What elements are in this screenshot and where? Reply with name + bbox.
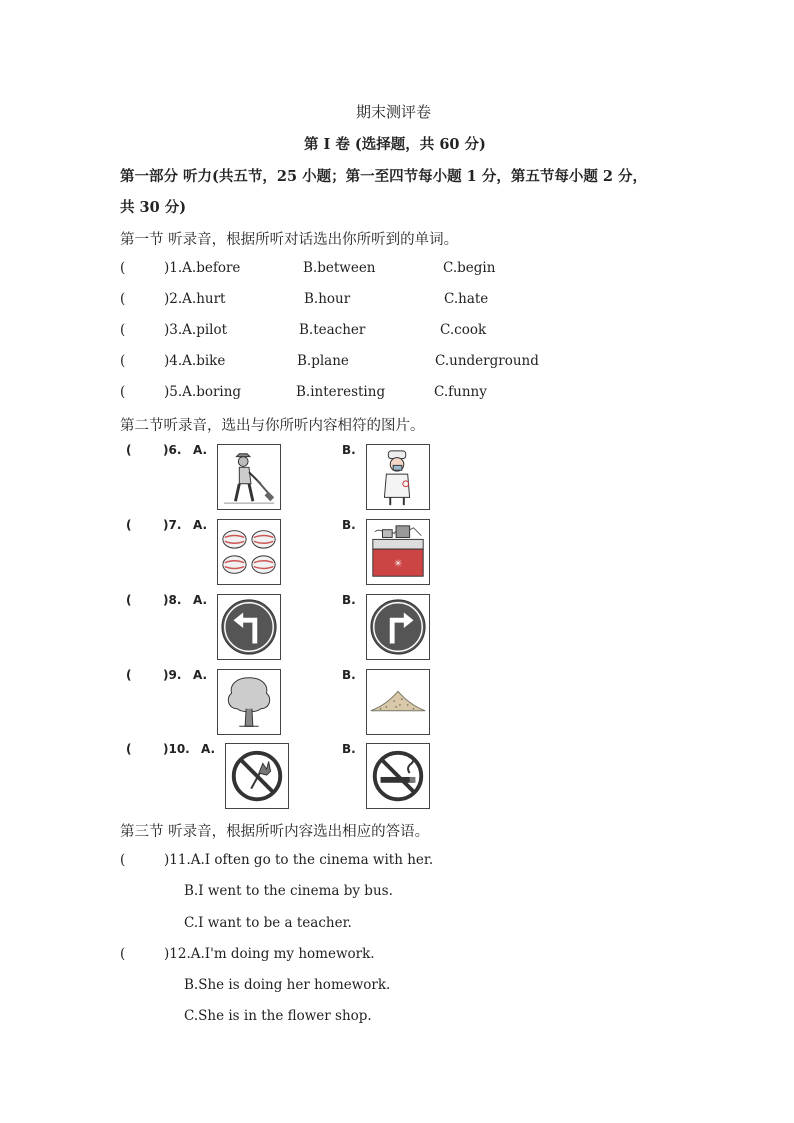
question-option-c: C.I want to be a teacher. [184,915,352,931]
question-option-b: B.I went to the cinema by bus. [184,883,393,899]
option-a-label: A. [193,593,208,607]
answer-paren[interactable]: ( [120,291,126,307]
question-option-c: C.hate [444,291,489,307]
question-option-a: )12.A.I'm doing my homework. [164,946,375,962]
question-option-a: )1.A.before [164,260,241,276]
svg-text:✳: ✳ [393,558,403,570]
part1-heading-line1: 第一部分 听力(共五节，25 小题；第一至四节每小题 1 分，第五节每小题 2 分， [120,168,648,185]
question-option-b: B.plane [297,353,349,369]
part1-heading-line2: 共 30 分) [120,199,187,216]
sand-pile-icon[interactable] [366,669,430,735]
question-option-a: )2.A.hurt [164,291,226,307]
question-option-c: C.She is in the flower shop. [184,1008,372,1024]
section2-heading: 第二节听录音，选出与你所听内容相符的图片。 [120,418,425,434]
question-number: )8. [163,593,182,607]
question-option-c: C.funny [434,384,487,400]
no-fire-sign-icon[interactable] [225,743,289,809]
answer-paren[interactable]: ( [120,260,126,276]
answer-paren[interactable]: ( [120,353,126,369]
answer-paren[interactable]: ( [120,322,126,338]
question-option-a: )11.A.I often go to the cinema with her. [164,852,434,868]
turn-right-sign-icon[interactable] [366,594,430,660]
question-number: )7. [163,518,182,532]
question-number: )6. [163,443,182,457]
option-b-label: B. [342,593,356,607]
question-number: )10. [163,742,190,756]
option-a-label: A. [193,443,208,457]
section3-heading: 第三节 听录音，根据所听内容选出相应的答语。 [120,824,430,840]
option-a-label: A. [193,518,208,532]
option-b-label: B. [342,443,356,457]
option-a-label: A. [193,668,208,682]
question-option-b: B.teacher [299,322,366,338]
answer-paren[interactable]: ( [120,946,126,962]
question-option-b: B.interesting [296,384,386,400]
question-option-a: )3.A.pilot [164,322,228,338]
no-smoking-sign-icon[interactable] [366,743,430,809]
volume-heading: 第 I 卷 (选择题，共 60 分) [304,136,486,153]
question-option-a: )5.A.boring [164,384,242,400]
question-option-b: B.She is doing her homework. [184,977,391,993]
section1-heading: 第一节 听录音，根据所听对话选出你所听到的单词。 [120,232,459,248]
page-title: 期末测评卷 [356,103,432,121]
option-b-label: B. [342,742,356,756]
farmer-digging-icon[interactable] [217,444,281,510]
question-option-b: B.between [303,260,376,276]
gift-box-icon[interactable] [366,519,430,585]
option-b-label: B. [342,518,356,532]
option-a-label: A. [201,742,216,756]
turn-left-sign-icon[interactable] [217,594,281,660]
mooncakes-icon[interactable] [217,519,281,585]
doctor-icon[interactable] [366,444,430,510]
question-option-a: )4.A.bike [164,353,226,369]
answer-paren[interactable]: ( [120,852,126,868]
answer-paren[interactable]: ( [120,384,126,400]
question-number: )9. [163,668,182,682]
answer-paren[interactable]: ( [126,443,132,457]
question-option-b: B.hour [304,291,351,307]
answer-paren[interactable]: ( [126,668,132,682]
answer-paren[interactable]: ( [126,593,132,607]
answer-paren[interactable]: ( [126,518,132,532]
answer-paren[interactable]: ( [126,742,132,756]
tree-icon[interactable] [217,669,281,735]
question-option-c: C.underground [435,353,539,369]
question-option-c: C.cook [440,322,487,338]
option-b-label: B. [342,668,356,682]
question-option-c: C.begin [443,260,496,276]
